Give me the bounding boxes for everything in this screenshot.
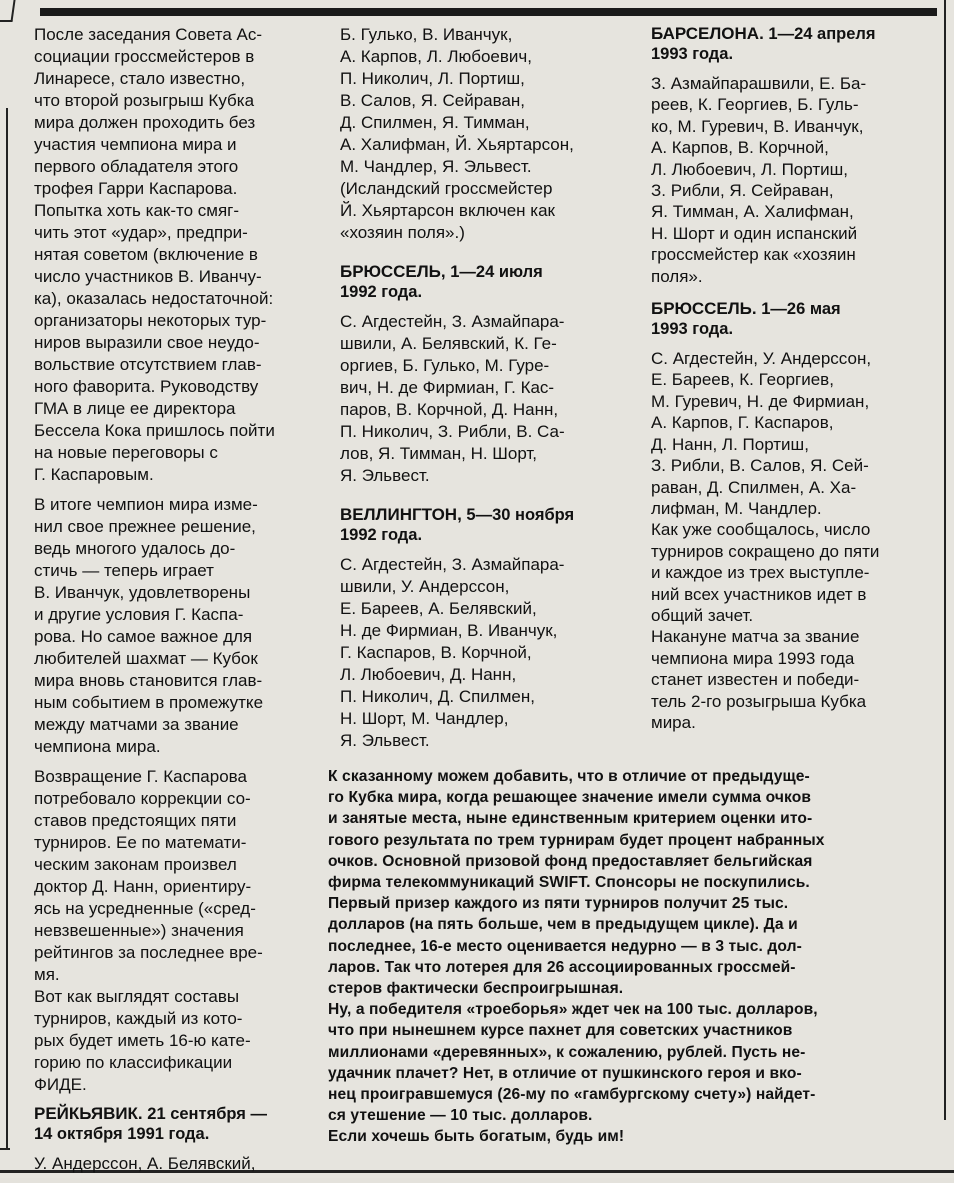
text-line: Если хочешь быть богатым, будь им! xyxy=(328,1128,625,1146)
text-line: Возвращение Г. Каспарова xyxy=(34,767,247,786)
text-line: очков. Основной призовой фонд предоставляет бельгийская xyxy=(328,852,813,870)
text-line: ниров выразили свое неудо- xyxy=(34,333,260,352)
text-line: ческим законам произвел xyxy=(34,855,237,874)
text-line: лифман, М. Чандлер. xyxy=(651,498,822,518)
text-line: Как уже сообщалось, число xyxy=(651,520,871,540)
text-line: вольствие отсутствием глав- xyxy=(34,355,262,374)
text-line: тель 2-го розыгрыша Кубка xyxy=(651,691,867,711)
text-line: Вот как выглядят составы xyxy=(34,987,240,1006)
text-line: турниров. Ее по математи- xyxy=(34,833,247,852)
text-line: П. Николич, Д. Спилмен, xyxy=(340,687,535,706)
text-line: М. Чандлер, Я. Эльвест. xyxy=(340,157,532,176)
tournament-city: ВЕЛЛИНГТОН, xyxy=(340,505,462,524)
text-line: Я. Тимман, А. Халифман, xyxy=(651,202,854,222)
text-line: Е. Бареев, А. Белявский, xyxy=(340,599,537,618)
tournament-city: БАРСЕЛОНА. xyxy=(651,24,764,43)
text-line: С. Агдестейн, З. Азмайпара- xyxy=(340,555,565,574)
text-line: стичь — теперь играет xyxy=(34,561,214,580)
text-line: ся утешение — 10 тыс. долларов. xyxy=(328,1107,593,1125)
tournament-dates: 1—24 июля xyxy=(450,263,543,281)
text-line: го Кубка мира, когда решающее значение имели сумма очков xyxy=(328,789,812,807)
tournament-dates: 14 октября 1991 года. xyxy=(34,1125,210,1143)
column-3 xyxy=(651,24,941,739)
text-line: В. Иванчук, удовлетворены xyxy=(34,583,251,602)
text-line: ний всех участников идет в xyxy=(651,584,867,604)
text-line: Накануне матча за звание xyxy=(651,627,860,647)
column-1 xyxy=(34,24,322,1183)
text-line: социации гроссмейстеров в xyxy=(34,47,255,66)
tournament-dates: 1993 года. xyxy=(651,320,734,339)
text-line: З. Рибли, Я. Сейраван, xyxy=(651,181,834,201)
text-line: Б. Гулько, В. Иванчук, xyxy=(340,25,513,44)
text-line: между матчами за звание xyxy=(34,715,239,734)
text-line: ка), оказалась недостаточной: xyxy=(34,289,274,308)
tournament-dates: 1992 года. xyxy=(340,283,423,301)
text-line: Попытка хоть как-то смяг- xyxy=(34,201,240,220)
text-line: А. Карпов, В. Корчной, xyxy=(651,138,829,158)
text-line: турниров, каждый из кото- xyxy=(34,1009,243,1028)
text-line: невзвешенные») значения xyxy=(34,921,244,940)
text-line: раван, Д. Спилмен, А. Ха- xyxy=(651,477,857,497)
text-line: З. Рибли, В. Салов, Я. Сей- xyxy=(651,456,869,476)
text-line: что второй розыгрыш Кубка xyxy=(34,91,255,110)
text-line: «хозяин поля».) xyxy=(340,223,465,242)
tournament-dates: 1—24 апреля xyxy=(768,25,876,43)
page-frame-corner xyxy=(0,0,16,22)
text-line: П. Николич, Л. Портиш, xyxy=(340,69,525,88)
text-line: мира. xyxy=(651,712,696,732)
text-line: вич, Н. де Фирмиан, Г. Кас- xyxy=(340,378,555,397)
tournament-players-reykjavik-cont xyxy=(340,24,630,244)
text-line: Е. Бареев, К. Георгиев, xyxy=(651,370,834,390)
text-line: ФИДЕ. xyxy=(34,1075,87,1094)
text-line: ного фаворита. Руководству xyxy=(34,377,259,396)
text-line: участия чемпиона мира и xyxy=(34,135,237,154)
text-line: мира должен проходить без xyxy=(34,113,256,132)
tournament-city: РЕЙКЬЯВИК. xyxy=(34,1104,143,1123)
text-line: Я. Эльвест. xyxy=(340,466,430,485)
text-line: Я. Эльвест. xyxy=(340,731,430,750)
text-line: С. Агдестейн, З. Азмайпара- xyxy=(340,312,565,331)
tournament-heading-brussels-1992 xyxy=(340,262,630,302)
text-line: Д. Нанн, Л. Портиш, xyxy=(651,434,809,454)
text-line: А. Карпов, Л. Любоевич, xyxy=(340,47,532,66)
text-line: ведь многого удалось до- xyxy=(34,539,236,558)
text-line: любителей шахмат — Кубок xyxy=(34,649,258,668)
text-line: гроссмейстер как «хозяин xyxy=(651,245,856,265)
text-line: Бессела Кока пришлось пойти xyxy=(34,421,275,440)
text-line: турниров сокращено до пяти xyxy=(651,541,880,561)
text-line: организаторы некоторых тур- xyxy=(34,311,267,330)
tournament-city: БРЮССЕЛЬ, xyxy=(340,262,446,281)
text-line: (Исландский гроссмейстер xyxy=(340,179,553,198)
paragraph-3 xyxy=(34,766,322,986)
tournament-heading-barcelona xyxy=(651,24,941,64)
tournament-dates: 1993 года. xyxy=(651,45,734,63)
tournament-dates: 5—30 ноября xyxy=(466,506,575,524)
left-frame-foot xyxy=(0,1148,10,1150)
text-line: ным событием в промежутке xyxy=(34,693,264,712)
text-line: швили, У. Андерссон, xyxy=(340,577,510,596)
text-line: Первый призер каждого из пяти турниров получит 25 тыс. xyxy=(328,895,789,913)
tournament-players-reykjavik-start xyxy=(34,1153,322,1175)
text-line: и каждое из трех выступле- xyxy=(651,563,870,583)
text-line: нятая советом (включение в xyxy=(34,245,258,264)
text-line: ставов предстоящих пяти xyxy=(34,811,237,830)
text-line: нил свое прежнее решение, xyxy=(34,517,256,536)
text-line: Г. Каспаровым. xyxy=(34,465,154,484)
text-line: ларов. Так что лотерея для 26 ассоциированных гроссмей- xyxy=(328,958,796,976)
text-line: Н. де Фирмиан, В. Иванчук, xyxy=(340,621,558,640)
text-line: чемпиона мира. xyxy=(34,737,161,756)
text-line: рейтингов за последнее вре- xyxy=(34,943,263,962)
text-line: Ну, а победителя «троеборья» ждет чек на 100 тыс. долларов, xyxy=(328,1001,818,1019)
text-line: Н. Шорт, М. Чандлер, xyxy=(340,709,509,728)
text-line: мира вновь становится глав- xyxy=(34,671,263,690)
text-line: доктор Д. Нанн, ориентиру- xyxy=(34,877,252,896)
text-line: С. Агдестейн, У. Андерссон, xyxy=(651,349,872,369)
text-line: последнее, 16-е место оценивается недурно — в 3 тыс. дол- xyxy=(328,937,802,955)
text-line: и занятые места, ныне единственным критерием оценки ито- xyxy=(328,810,813,828)
text-line: Н. Шорт и один испанский xyxy=(651,223,858,243)
text-line: Л. Любоевич, Л. Портиш, xyxy=(651,159,848,179)
text-line: потребовало коррекции со- xyxy=(34,789,251,808)
text-line: что при нынешнем курсе пахнет для советских участников xyxy=(328,1022,793,1040)
text-line: Г. Каспаров, В. Корчной, xyxy=(340,643,532,662)
addendum-block xyxy=(328,766,940,1148)
tournament-heading-brussels-1993 xyxy=(651,299,941,339)
text-line: удачник плачет? Нет, в отличие от пушкинского героя и вко- xyxy=(328,1064,802,1082)
text-line: А. Халифман, Й. Хьяртарсон, xyxy=(340,135,574,154)
text-line: общий зачет. xyxy=(651,605,754,625)
tournament-players-brussels-1993 xyxy=(651,348,941,519)
text-line: оргиев, Б. Гулько, М. Гуре- xyxy=(340,356,550,375)
text-line: мя. xyxy=(34,965,60,984)
text-line: П. Николич, З. Рибли, В. Са- xyxy=(340,422,565,441)
tournament-dates: 1—26 мая xyxy=(761,300,841,319)
text-line: В итоге чемпион мира изме- xyxy=(34,495,258,514)
tournament-heading-wellington xyxy=(340,505,630,545)
text-line: и другие условия Г. Каспа- xyxy=(34,605,244,624)
intro-paragraph xyxy=(34,24,322,486)
text-line: первого обладателя этого xyxy=(34,157,239,176)
text-line: фирма телекоммуникаций SWIFT. Спонсоры не поскупились. xyxy=(328,874,810,892)
closing-paragraph xyxy=(651,519,941,733)
text-line: трофея Гарри Каспарова. xyxy=(34,179,238,198)
left-frame-rule xyxy=(6,108,8,1148)
text-line: долларов (на пять больше, чем в предыдущем цикле). Да и xyxy=(328,916,798,934)
right-frame-rule xyxy=(944,0,946,1120)
text-line: число участников В. Иванчу- xyxy=(34,267,262,286)
text-line: на новые переговоры с xyxy=(34,443,218,462)
text-line: рых будет иметь 16-ю кате- xyxy=(34,1031,251,1050)
text-line: А. Карпов, Г. Каспаров, xyxy=(651,413,834,433)
player-line: У. Андерссон, А. Белявский, xyxy=(34,1154,256,1173)
tournament-city: БРЮССЕЛЬ. xyxy=(651,299,757,319)
text-line: Й. Хьяртарсон включен как xyxy=(340,201,555,220)
paragraph-2 xyxy=(34,494,322,758)
text-line: горию по классификации xyxy=(34,1053,233,1072)
text-line: лов, Я. Тимман, Н. Шорт, xyxy=(340,444,538,463)
text-line: К сказанному можем добавить, что в отличие от предыдуще- xyxy=(328,768,810,785)
text-line: В. Салов, Я. Сейраван, xyxy=(340,91,526,110)
text-line: М. Гуревич, Н. де Фирмиан, xyxy=(651,391,870,411)
text-line: швили, А. Белявский, К. Ге- xyxy=(340,334,557,353)
text-line: паров, В. Корчной, Д. Нанн, xyxy=(340,400,559,419)
text-line: миллионами «деревянных», к сожалению, рублей. Пусть не- xyxy=(328,1043,806,1061)
text-line: Л. Любоевич, Д. Нанн, xyxy=(340,665,517,684)
text-line: З. Азмайпарашвили, Е. Ба- xyxy=(651,74,867,93)
paragraph-4 xyxy=(34,986,322,1096)
text-line: ясь на усредненные («сред- xyxy=(34,899,256,918)
tournament-dates: 21 сентября — xyxy=(147,1105,267,1123)
column-2 xyxy=(340,24,630,760)
tournament-players-brussels-1992 xyxy=(340,311,630,487)
text-line: чемпиона мира 1993 года xyxy=(651,648,855,668)
text-line: станет известен и победи- xyxy=(651,670,860,690)
text-line: стеров фактически беспроигрышная. xyxy=(328,980,624,998)
text-line: чить этот «удар», предпри- xyxy=(34,223,248,242)
text-line: После заседания Совета Ас- xyxy=(34,25,263,44)
text-line: ко, М. Гуревич, В. Иванчук, xyxy=(651,116,864,136)
text-line: Д. Спилмен, Я. Тимман, xyxy=(340,113,530,132)
text-line: гового результата по трем турнирам будет процент набранных xyxy=(328,831,825,849)
text-line: рова. Но самое важное для xyxy=(34,627,253,646)
text-line: Линаресе, стало известно, xyxy=(34,69,246,88)
tournament-players-barcelona xyxy=(651,73,941,287)
tournament-dates: 1992 года. xyxy=(340,526,423,544)
text-line: реев, К. Георгиев, Б. Гуль- xyxy=(651,95,859,115)
text-line: ГМА в лице ее директора xyxy=(34,399,236,418)
tournament-heading-reykjavik xyxy=(34,1104,322,1144)
tournament-players-wellington xyxy=(340,554,630,752)
text-line: поля». xyxy=(651,266,703,286)
header-rule xyxy=(40,8,937,16)
text-line: нец проигравшемуся (26-му по «гамбургскому счету») найдет- xyxy=(328,1086,816,1104)
